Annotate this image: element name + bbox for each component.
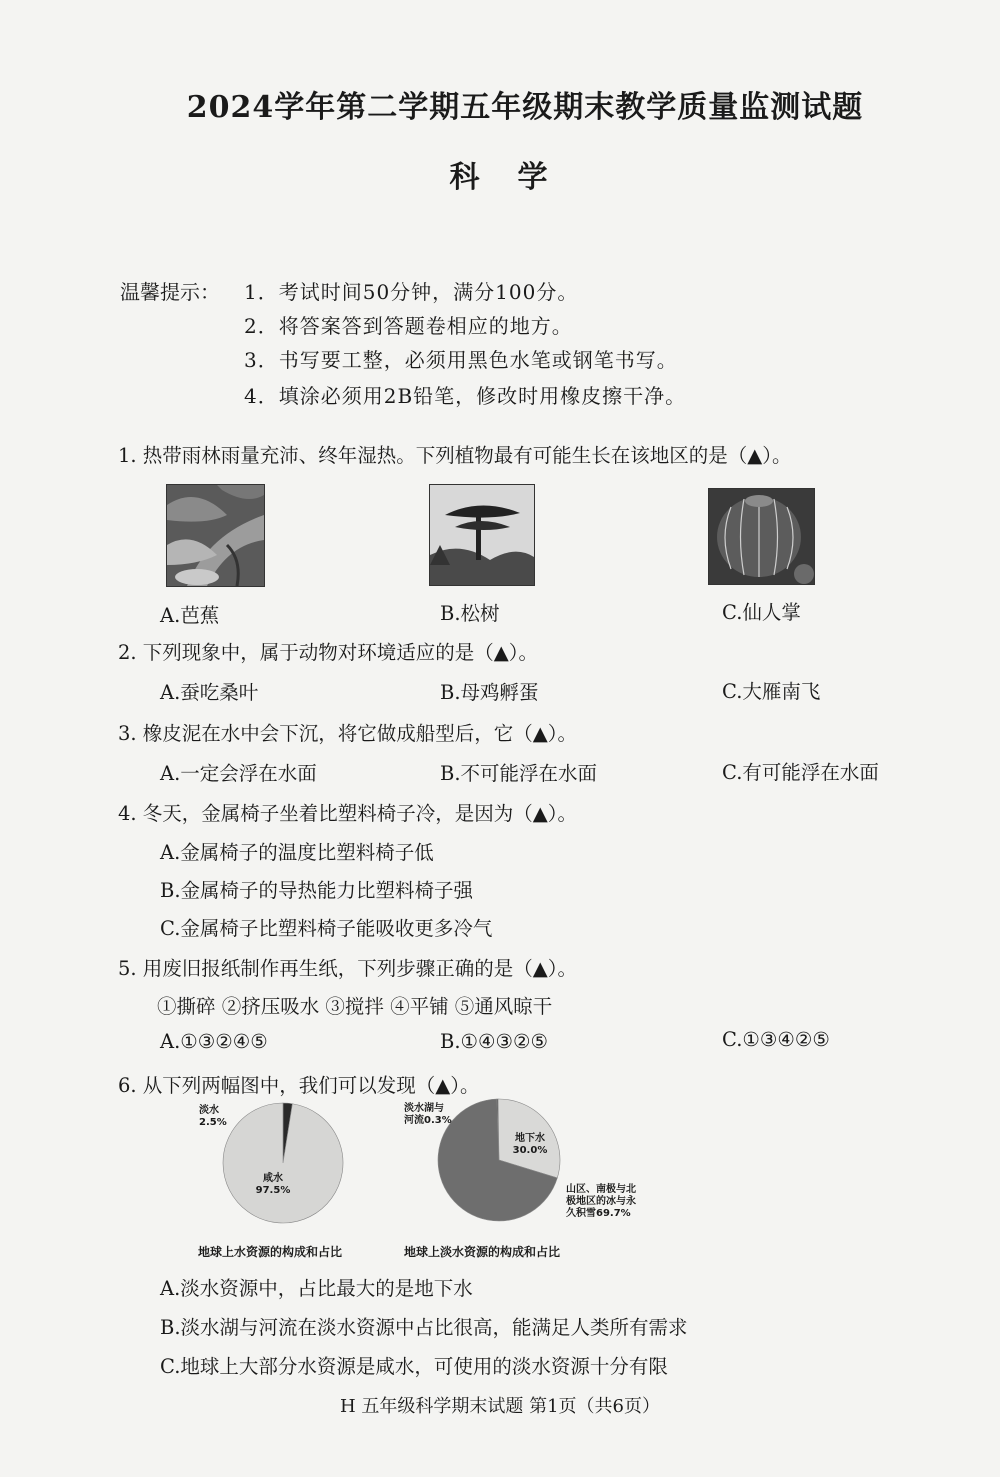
question-5-option-b: B.①④③②⑤: [440, 1030, 548, 1053]
question-4-option-a: A.金属椅子的温度比塑料椅子低: [160, 841, 434, 864]
question-4-option-c: C.金属椅子比塑料椅子能吸收更多冷气: [160, 917, 493, 940]
question-6-option-c: C.地球上大部分水资源是咸水，可使用的淡水资源十分有限: [160, 1355, 668, 1378]
question-4-stem: 4. 冬天，金属椅子坐着比塑料椅子冷，是因为（▲）。: [118, 802, 578, 825]
water-resources-pie-chart: [222, 1102, 344, 1224]
question-1-stem: 1. 热带雨林雨量充沛、终年湿热。下列植物最有可能生长在该地区的是（▲）。: [118, 444, 792, 467]
question-3-option-a: A.一定会浮在水面: [160, 762, 317, 785]
question-2-option-c: C.大雁南飞: [722, 680, 821, 703]
question-1-option-a: A.芭蕉: [160, 604, 220, 627]
tips-label: 温馨提示：: [120, 280, 220, 304]
pie2-label-ice-snow: 山区、南极与北 极地区的冰与永 久积雪69.7%: [566, 1184, 636, 1219]
question-4-option-b: B.金属椅子的导热能力比塑料椅子强: [160, 879, 474, 902]
question-2-option-b: B.母鸡孵蛋: [440, 681, 539, 704]
cactus-photo: [708, 488, 815, 585]
question-2-option-a: A.蚕吃桑叶: [160, 681, 259, 704]
pie1-label-salt-water: 咸水 97.5%: [255, 1173, 291, 1196]
tip-4: 4．填涂必须用2B铅笔，修改时用橡皮擦干净。: [244, 384, 687, 408]
question-6-option-a: A.淡水资源中，占比最大的是地下水: [160, 1277, 473, 1300]
question-5-option-c: C.①③④②⑤: [722, 1028, 830, 1051]
tip-2: 2．将答案答到答题卷相应的地方。: [244, 314, 573, 338]
question-3-stem: 3. 橡皮泥在水中会下沉，将它做成船型后，它（▲）。: [118, 722, 578, 745]
subject-title: 科学: [449, 160, 586, 195]
pie1-slice-salt-water: [223, 1103, 343, 1223]
question-6-option-b: B.淡水湖与河流在淡水资源中占比很高，能满足人类所有需求: [160, 1316, 688, 1339]
question-5-stem: 5. 用废旧报纸制作再生纸，下列步骤正确的是（▲）。: [118, 957, 578, 980]
question-2-stem: 2. 下列现象中，属于动物对环境适应的是（▲）。: [118, 641, 539, 664]
banana-plant-photo: [166, 484, 265, 587]
exam-title: 2024学年第二学期五年级期末教学质量监测试题: [186, 90, 864, 125]
pie2-caption: 地球上淡水资源的构成和占比: [404, 1245, 561, 1259]
question-5-option-a: A.①③②④⑤: [160, 1030, 268, 1053]
pie2-label-lakes-rivers: 淡水湖与 河流0.3%: [404, 1103, 452, 1126]
question-1-option-b: B.松树: [440, 602, 500, 625]
tip-3: 3．书写要工整，必须用黑色水笔或钢笔书写。: [244, 348, 678, 372]
pine-tree-photo: [429, 484, 535, 586]
question-1-option-c: C.仙人掌: [722, 601, 801, 624]
page-footer: H 五年级科学期末试题 第1页（共6页）: [339, 1396, 661, 1417]
question-3-option-b: B.不可能浮在水面: [440, 762, 598, 785]
pie1-label-fresh-water: 淡水 2.5%: [199, 1105, 227, 1128]
tip-1: 1．考试时间50分钟，满分100分。: [244, 280, 579, 304]
question-6-stem: 6. 从下列两幅图中，我们可以发现（▲）。: [118, 1074, 480, 1097]
pie1-caption: 地球上水资源的构成和占比: [198, 1245, 343, 1259]
question-5-steps: ①撕碎 ②挤压吸水 ③搅拌 ④平铺 ⑤通风晾干: [157, 995, 553, 1018]
pie2-label-groundwater: 地下水 30.0%: [512, 1133, 548, 1156]
question-3-option-c: C.有可能浮在水面: [722, 761, 879, 784]
